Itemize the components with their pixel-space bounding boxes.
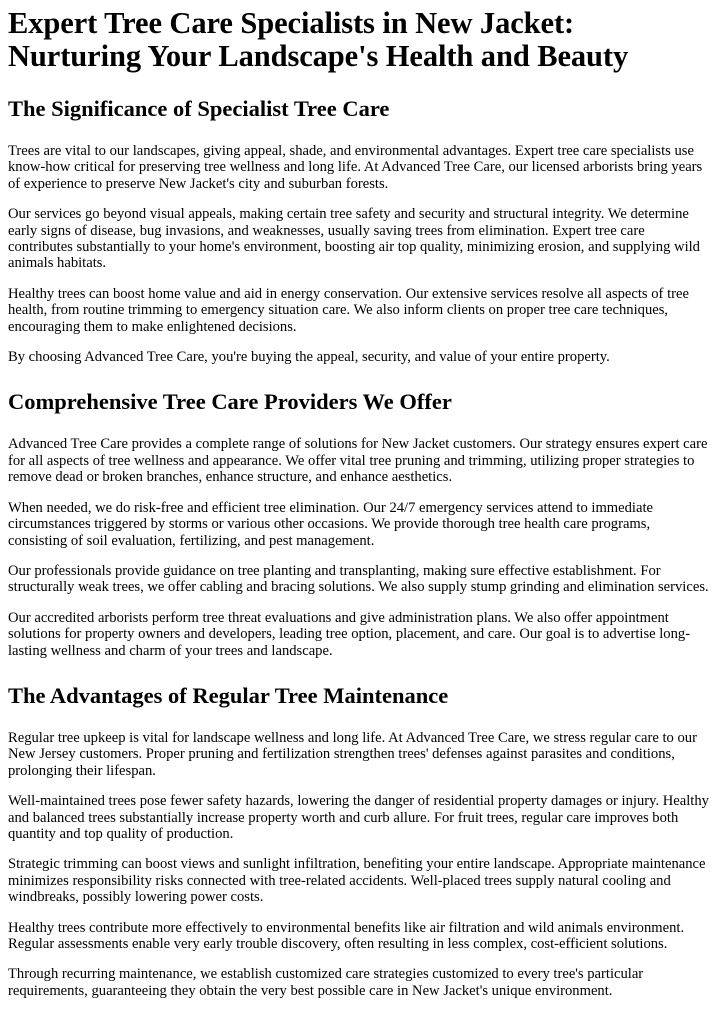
section-significance [8,96,712,365]
paragraph: Our professionals provide guidance on tree planting and transplanting, making sure effective establishment. For structurally weak trees, we offer cabling and bracing solutions. We also supply stump grinding and elimination services. [8,562,709,596]
section-services [8,389,712,658]
paragraph: Regular tree upkeep is vital for landscape wellness and long life. At Advanced Tree Care, we stress regular care to our New Jersey customers. Proper pruning and fertilization strengthen trees' defenses against parasites and conditions, prolonging their lifespan. [8,729,697,779]
paragraph: When needed, we do risk-free and efficient tree elimination. Our 24/7 emergency services attend to immediate circumstances triggered by storms or various other occasions. We provide thorough tree health care programs, consisting of soil evaluation, fertilizing, and pest management. [8,499,653,549]
article [0,7,720,999]
section-heading: Comprehensive Tree Care Providers We Offer [8,389,452,415]
paragraph: Healthy trees can boost home value and aid in energy conservation. Our extensive services resolve all aspects of tree health, from routine trimming to emergency situation care. We also inform clients on proper tree care techniques, encouraging them to make enlightened decisions. [8,285,689,335]
section-heading: The Advantages of Regular Tree Maintenance [8,682,449,708]
section-advantages [8,683,712,999]
page-title: Expert Tree Care Specialists in New Jacket: Nurturing Your Landscape's Health and Beauty [8,6,629,73]
paragraph: Through recurring maintenance, we establish customized care strategies customized to every tree's particular requirements, guaranteeing they obtain the very best possible care in New Jacket's unique environment. [8,966,644,999]
section-heading: The Significance of Specialist Tree Care [8,96,390,121]
paragraph: Healthy trees contribute more effectively to environmental benefits like air filtration and wild animals environment. Regular assessments enable very early trouble discovery, often resulting in less complex, cost-efficient solutions. [8,919,685,952]
paragraph: By choosing Advanced Tree Care, you're buying the appeal, security, and value of your entire property. [8,349,610,366]
paragraph: Well-maintained trees pose fewer safety hazards, lowering the danger of residential property damages or injury. Healthy and balanced trees substantially increase property worth and curb allure. For fruit trees, regular care improves both quantity and top quality of production. [8,793,709,842]
paragraph: Our accredited arborists perform tree threat evaluations and give administration plans. We also offer appointment solutions for property owners and developers, leading tree option, placement, and care. Our goal is to advertise long-lasting wellness and charm of your trees and landscape. [8,609,691,659]
paragraph: Trees are vital to our landscapes, giving appeal, shade, and environmental advantages. Expert tree care specialists use know-how critical for preserving tree wellness and long life. At Advanced Tree Care, our licensed arborists bring years of experience to preserve New Jacket's city and suburban forests. [8,143,703,192]
paragraph: Advanced Tree Care provides a complete range of solutions for New Jacket customers. Our strategy ensures expert care for all aspects of tree wellness and appearance. We offer vital tree pruning and trimming, utilizing proper strategies to remove dead or broken branches, enhance structure, and enhance aesthetics. [8,436,708,486]
paragraph: Our services go beyond visual appeals, making certain tree safety and security and structural integrity. We determine early signs of disease, bug invasions, and weaknesses, usually saving trees from elimination. Expert tree care contributes substantially to your home's environment, boosting air top quality, minimizing erosion, and supplying wild animals habitats. [8,206,700,272]
paragraph: Strategic trimming can boost views and sunlight infiltration, benefiting your entire landscape. Appropriate maintenance minimizes responsibility risks connected with tree-related accidents. Well-placed trees supply natural cooling and windbreaks, possibly lowering power costs. [8,856,706,906]
